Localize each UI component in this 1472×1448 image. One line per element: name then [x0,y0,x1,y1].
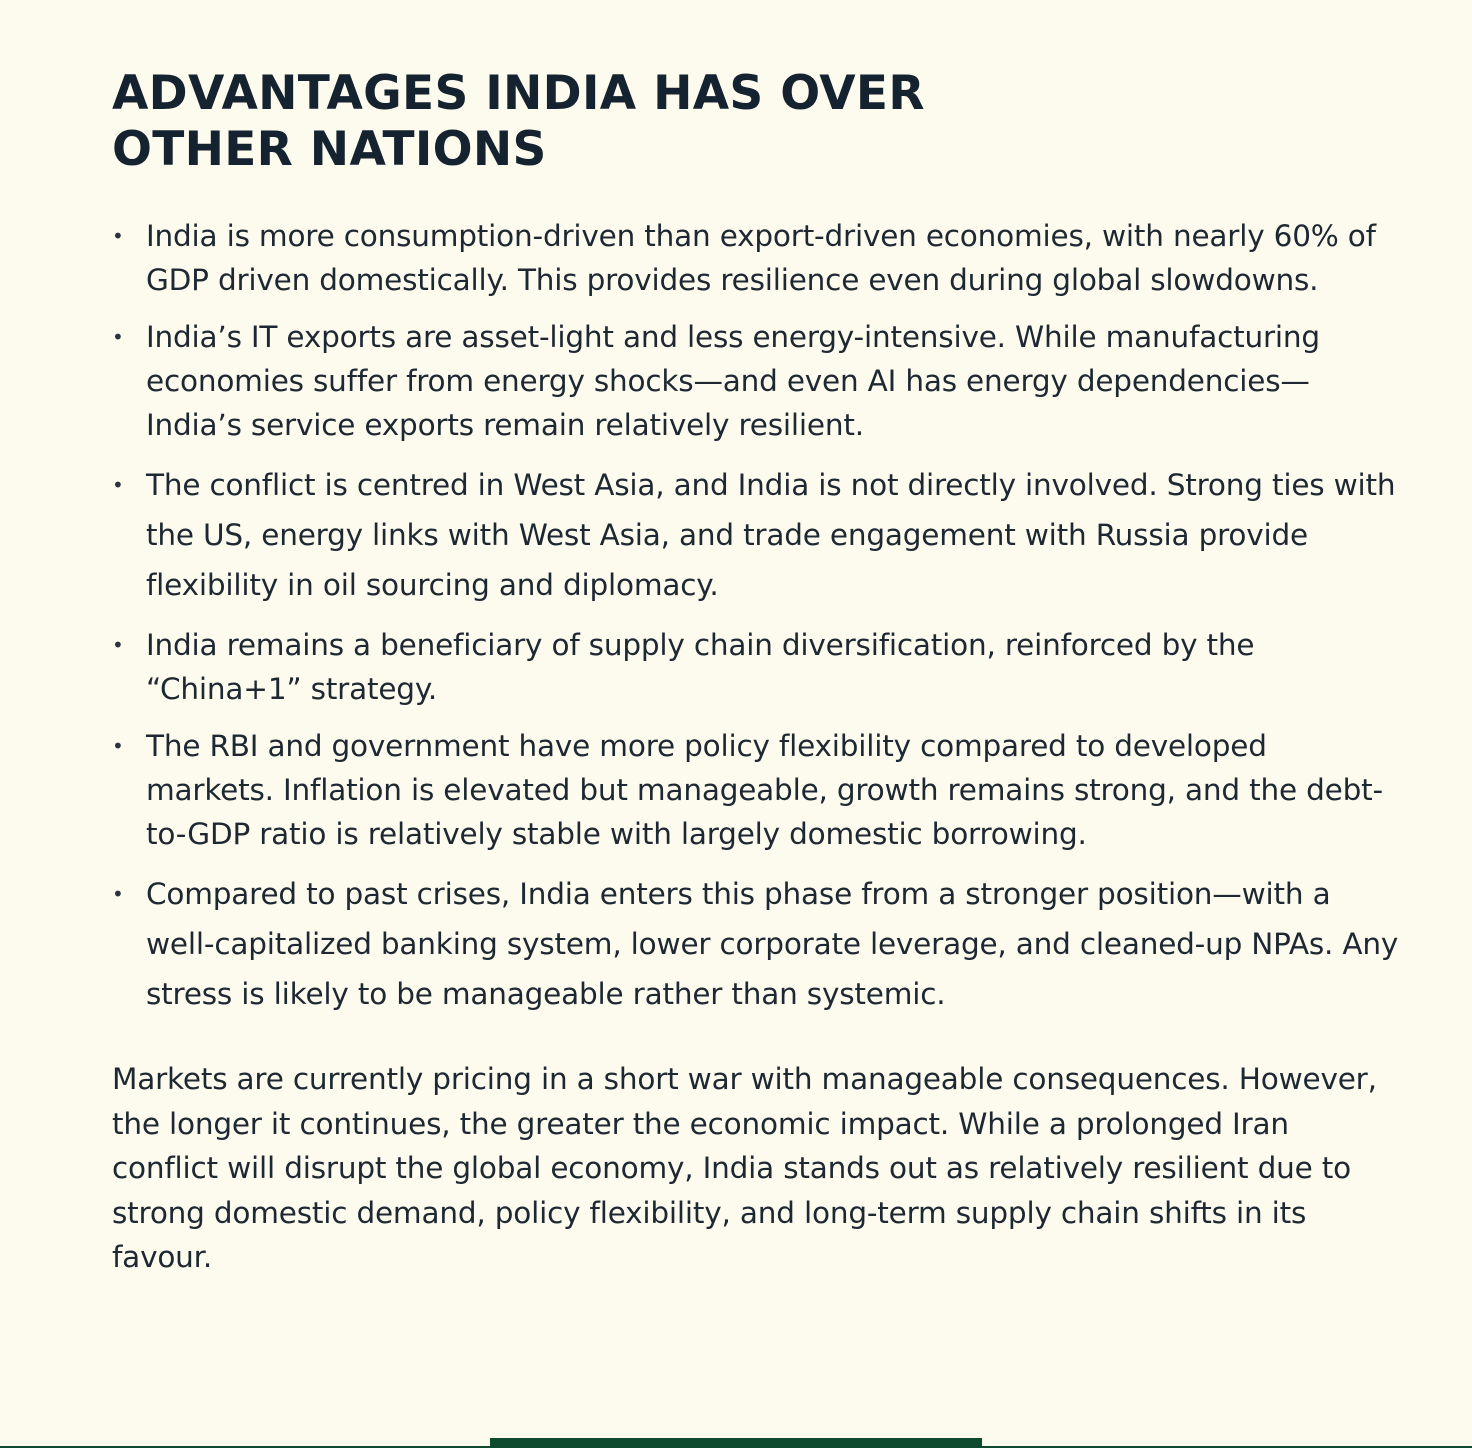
list-item-text: The RBI and government have more policy flexibility compared to developed markets. Inflation is elevated but manageable, growth remains strong, and the debt-to-GDP ratio is relatively stable with largely domestic borrowing. [146,729,1383,851]
bullet-icon: • [112,325,124,349]
list-item-text: India remains a beneficiary of supply chain diversification, reinforced by the “China+1” strategy. [146,628,1255,706]
page-title: ADVANTAGES INDIA HAS OVER OTHER NATIONS [112,66,925,177]
bullet-icon: • [112,882,124,906]
list-item [112,724,1402,856]
list-item [112,869,1402,1019]
list-item [112,214,1402,302]
advantages-list [112,214,1402,1019]
closing-paragraph: Markets are currently pricing in a short war with manageable consequences. However, the longer it continues, the greater the economic impact. While a prolonged Iran conflict will disrupt the global economy, India stands out as relatively resilient due to strong domestic demand, policy flexibility, and long-term supply chain shifts in its favour. [112,1062,1377,1274]
bullet-icon: • [112,633,124,657]
list-item [112,315,1402,447]
bullet-icon: • [112,734,124,758]
list-item-text: The conflict is centred in West Asia, and India is not directly involved. Strong ties with the US, energy links with West Asia, and trade engagement with Russia provide flexibility in oil sourcing and diplomacy. [146,468,1396,602]
bullet-icon: • [112,224,124,248]
article [112,66,1402,1280]
footer-accent-bar [490,1438,982,1448]
list-item-text: India’s IT exports are asset-light and less energy-intensive. While manufacturing economies suffer from energy shocks—and even AI has energy dependencies—India’s service exports remain relatively resilient. [146,320,1320,442]
bullet-icon: • [112,473,124,497]
list-item-text: India is more consumption-driven than export-driven economies, with nearly 60% of GDP driven domestically. This provides resilience even during global slowdowns. [146,219,1376,297]
list-item [112,460,1402,610]
list-item-text: Compared to past crises, India enters this phase from a stronger position—with a well-capitalized banking system, lower corporate leverage, and cleaned-up NPAs. Any stress is likely to be manageable rather than systemic. [146,877,1399,1011]
list-item [112,623,1402,711]
